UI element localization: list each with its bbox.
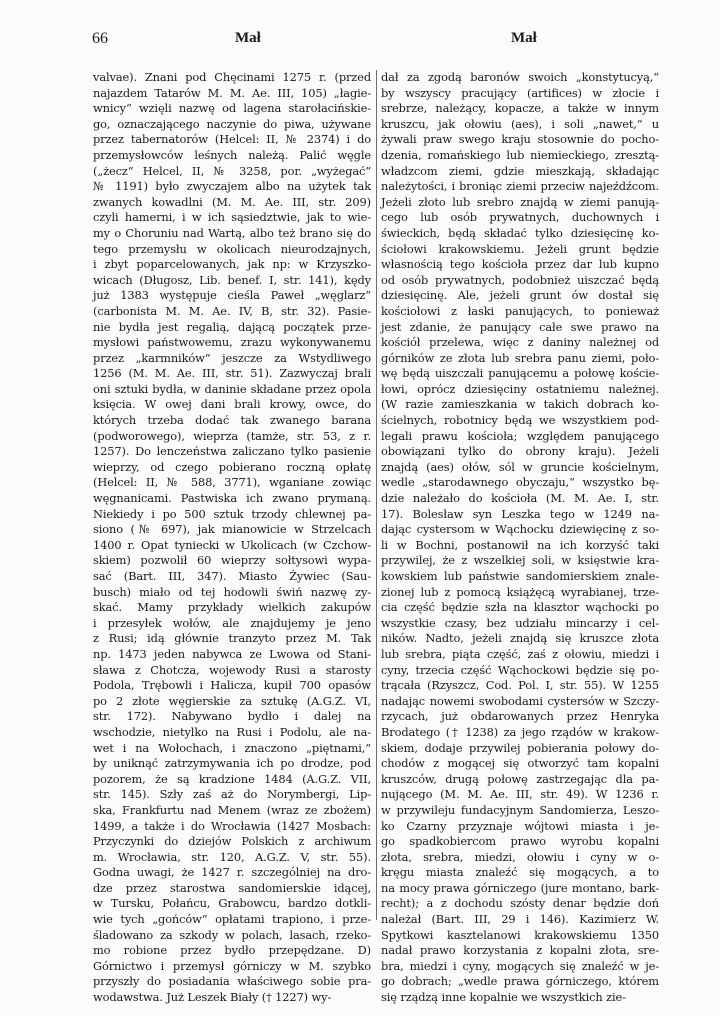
text-line: Brodatego († 1238) za jego rządów w krakow-: [381, 724, 659, 739]
text-line: 17). Bolesław syn Leszka tego w 1249 na-: [381, 506, 659, 521]
text-line: władzcom ziemi, gdzie mieszkają, składając: [381, 163, 659, 178]
text-line: i zbyt poparcelowanych, jak np: w Krzyszko-: [93, 257, 371, 272]
text-line: np. 1473 jeden nabywca ze Lwowa od Stani-: [93, 646, 371, 661]
text-line: siono (№ 697), jak mianowicie w Strzelcach: [93, 522, 371, 537]
text-line: go dobrach; „wedle prawa górniczego, którem: [381, 974, 659, 989]
text-line: m. Wrocławia, str. 120, A.G.Z. V, str. 55).: [93, 849, 371, 864]
text-line: (Helcel: II, № 588, 3771), wganiane zowiąc: [93, 475, 371, 490]
text-line: ścielnych, robotnicy będą we wszystkiem pod-: [381, 413, 659, 428]
text-line: wie tych „gońców“ opłatami trapiono, i prze-: [93, 912, 371, 927]
text-line: (podworowego), wieprza (tamże, str. 53, z r.: [93, 428, 371, 443]
text-line: kruszcu, jak ołowiu (aes), i soli „nawet,“ u: [381, 116, 659, 131]
text-line: cyny, trzecia część Wąchockowi będzie się po-: [381, 662, 659, 677]
column-divider: [376, 70, 377, 920]
text-line: 1499, a także i do Wrocławia (1427 Mosbach:: [93, 818, 371, 833]
text-line: znajdą (aes) ołów, sól w gruncie kościelnym,: [381, 459, 659, 474]
text-line: wschodzie, nietylko na Rusi i Podolu, ale na-: [93, 724, 371, 739]
text-line: mysłowi państwowemu, zrazu wykonywanemu: [93, 335, 371, 350]
text-line: Spytkowi kasztelanowi krakowskiemu 1350: [381, 927, 659, 942]
text-line: srebrze, należący, kopacze, a także w innym: [381, 101, 659, 116]
text-line: tego przemysłu w okolicach nieurodzajnych,: [93, 241, 371, 256]
text-line: kościołowi z łaski panujących, to ponieważ: [381, 303, 659, 318]
text-line: wszystkie czasy, bez udziału mincarzy i cel-: [381, 615, 659, 630]
text-line: jest zdanie, że panujący całe swe prawo na: [381, 319, 659, 334]
text-line: kościół przelewa, więc z daniny należnej od: [381, 335, 659, 350]
text-line: przemysłowców leśnych należą. Palić węgle: [93, 147, 371, 162]
text-line: czyli hamerni, i w ich sąsiedztwie, jak to wie-: [93, 210, 371, 225]
text-line: dał za zgodą baronów swoich „konstytucyą,“: [381, 70, 659, 84]
text-line: księcia. W owej dani brali krowy, owce, do: [93, 397, 371, 412]
text-line: trącała (Rzyszcz, Cod. Pol. I, str. 55). W 1255: [381, 678, 659, 693]
text-line: recht); a z dochodu szósty denar będzie doń: [381, 896, 659, 911]
text-line: przywilej, że z wszelkiej soli, w księstwie kra-: [381, 553, 659, 568]
running-head-left: Mał: [235, 30, 261, 46]
text-line: od osób prywatnych, podobnież uiszczać będą: [381, 272, 659, 287]
text-line: go spadkobiercom prawo wyrobu kopalni: [381, 834, 659, 849]
text-line: nującego (M. M. Ae. III, str. 49). W 1236 r.: [381, 787, 659, 802]
text-line: (W razie zamieszkania w takich dobrach ko-: [381, 397, 659, 412]
text-line: wę będą uiszczali panującemu a połowę koście-: [381, 366, 659, 381]
text-line: już 1383 występuje cieśla Paweł „węglarz“: [93, 288, 371, 303]
text-line: kręgu miasta znaleźć się mogących, a to: [381, 865, 659, 880]
text-line: należytości, i broniąc ziemi przeciw najeźdźcom.: [381, 179, 659, 194]
text-line: dziesięcinę. Ale, jeżeli grunt ów dostał się: [381, 288, 659, 303]
text-line: Niekiedy i po 500 sztuk trzody chlewnej pa-: [93, 506, 371, 521]
text-line: najazdem Tatarów M. M. Ae. III, 105) „łagie-: [93, 85, 371, 100]
text-line: wicach (Długosz, Lib. benef. I, str. 141), kędy: [93, 272, 371, 287]
text-line: go, oznaczającego naczynie do piwa, używane: [93, 116, 371, 131]
text-line: należał (Bart. III, 29 i 146). Kazimierz W.: [381, 912, 659, 927]
text-line: str. 172). Nabywano bydło i dalej na: [93, 709, 371, 724]
text-line: żywali praw swego kraju stosownie do pocho-: [381, 132, 659, 147]
text-line: się rządzą inne kopalnie we wszystkich zie-: [381, 990, 626, 1005]
text-line: wodawstwa. Już Leszek Biały († 1227) wy-: [93, 990, 332, 1005]
text-line: skiem) pozwolił 60 wieprzy sołtysowi wypa-: [93, 553, 371, 568]
text-line: („żecz“ Helcel, II, № 3258, por. „wyżegać“: [93, 163, 371, 178]
text-line: my o Choruniu nad Wartą, albo też brano się do: [93, 225, 371, 240]
text-line: li w Bochni, postanowił na ich korzyść taki: [381, 537, 659, 552]
text-line: dając cystersom w Wąchocku dziewięcinę z so-: [381, 522, 659, 537]
text-line: chodów z mogącej się otworzyć tam kopalni: [381, 756, 659, 771]
text-line: by wszyscy pracujący (artifices) w złocie i: [381, 85, 659, 100]
text-line: po 2 złote węgierskie za sztukę (A.G.Z. VI,: [93, 693, 371, 708]
text-line: Jeżeli złoto lub srebro znajdą w ziemi panują-: [381, 194, 659, 209]
text-line: i przesyłek wołów, ale znajdujemy je jeno: [93, 615, 371, 630]
text-line: str. 145). Szły zaś aż do Norymbergi, Lip-: [93, 787, 371, 802]
text-line: sać (Bart. III, 347). Miasto Żywiec (Sau-: [93, 569, 371, 583]
text-line: w przywileju fundacyjnym Sandomierza, Leszo-: [381, 802, 659, 817]
text-line: dzie należało do kościoła (M. M. Ae. I, str.: [381, 491, 659, 506]
text-line: busch) miało od tej hodowli świń nazwę zy-: [93, 584, 371, 599]
page-number: 66: [92, 30, 108, 47]
text-line: przez tabernatorów (Helcel: II, № 2374) i do: [93, 132, 371, 147]
text-line: kruszców, drugą połowę zastrzegając dla pa-: [381, 771, 659, 786]
text-line: skiem, dodaje przywilej pobierania połowy do-: [381, 740, 659, 755]
text-line: ska, Frankfurtu nad Menem (wraz ze zbożem): [93, 802, 371, 817]
text-line: 1257). Do lenczeństwa zaliczano tylko pasienie: [93, 444, 371, 459]
text-line: ściołowi krakowskiemu. Jeżeli grunt będzie: [381, 241, 659, 256]
text-line: cia część będzie szła na klasztor wąchocki po: [381, 600, 659, 615]
text-line: valvae). Znani pod Chęcinami 1275 r. (przed: [93, 70, 371, 84]
text-line: kowskiem lub państwie sandomierskiem znale-: [381, 569, 659, 583]
text-line: by uniknąć zatrzymywania ich po drodze, pod: [93, 756, 371, 771]
text-line: śladowano za szkody w polach, lasach, rzeko-: [93, 927, 371, 942]
text-line: legali prawu kościoła; względem panującego: [381, 428, 659, 443]
text-line: węgnanicami. Pastwiska ich zwano prymaną.: [93, 491, 371, 506]
text-line: 1400 r. Opat tyniecki w Ukolicach (w Czchow-: [93, 537, 371, 552]
text-line: Górnictwo i przemysł górniczy w M. szybko: [93, 958, 371, 973]
text-line: sława z Chotcza, wojewody Rusi a starosty: [93, 662, 371, 677]
text-line: skać. Mamy przykłady wielkich zakupów: [93, 600, 371, 615]
text-line: wet i na Wołochach, i znaczono „piętnami,“: [93, 740, 371, 755]
text-line: mo robione przez bydło przepędzane. D): [93, 943, 371, 958]
text-line: przez „karmników“ jeszcze za Wstydliwego: [93, 350, 371, 365]
text-line: Przyczynki do dziejów Polskich z archiwum: [93, 834, 371, 849]
text-line: górników ze złota lub srebra panu ziemi, poło-: [381, 350, 659, 365]
text-line: nadał prawo korzystania z kopalni złota, sre-: [381, 943, 659, 958]
text-line: pozorem, że są kradzione 1484 (A.G.Z. VII,: [93, 771, 371, 786]
text-line: cego lub osób prywatnych, duchownych i: [381, 210, 659, 225]
text-line: wnicy“ wzięli nazwę od lagena starołacińskie-: [93, 101, 371, 116]
text-line: przyszły do posiadania właściwego sobie pra-: [93, 974, 371, 989]
text-line: № 1191) było zwyczajem albo na użytek tak: [93, 179, 371, 194]
text-line: ko Czarny przyznaje wójtowi miasta i je-: [381, 818, 659, 833]
text-line: z Rusi; idą głównie tranzyto przez M. Tak: [93, 631, 371, 646]
running-head-right: Mał: [511, 30, 537, 46]
text-line: rzycach, już obdarowanych przez Henryka: [381, 709, 659, 724]
text-line: których trzeba dodać tak zwanego barana: [93, 413, 371, 428]
text-line: 1256 (M. M. Ae. III, str. 51). Zazwyczaj brali: [93, 366, 371, 381]
text-line: własnością tego kościoła przez dar lub kupno: [381, 257, 659, 272]
text-line: wedle „starodawnego obyczaju,“ wszystko bę-: [381, 475, 659, 490]
text-line: zwanych kowadlni (M. M. Ae. III, str. 209): [93, 194, 371, 209]
text-line: ników. Nadto, jeżeli znajdą się kruszce złota: [381, 631, 659, 646]
text-line: zionej lub z pomocą książęcą wyrabianej, trze-: [381, 584, 659, 599]
text-line: łowi, oprócz dziesięciny ostatniemu należnej.: [381, 381, 659, 396]
text-line: nie bydła jest regalią, dającą początek prze-: [93, 319, 371, 334]
text-line: dzenia, romańskiego lub niemieckiego, zresztą-: [381, 147, 659, 162]
text-line: oni sztuki bydła, w daninie składane przez opola: [93, 381, 371, 396]
text-line: na mocy prawa górniczego (jure montano, bark-: [381, 880, 659, 895]
text-line: w Tursku, Połańcu, Grabowcu, bardzo dotkli-: [93, 896, 371, 911]
text-line: świeckich, będą składać tylko dziesięcinę ko-: [381, 225, 659, 240]
text-line: bra, miedzi i cyny, mogących się znaleźć w je-: [381, 958, 659, 973]
text-line: wieprzy, od czego pobierano roczną opłatę: [93, 459, 371, 474]
text-line: nadając nowemi swobodami cystersów w Szczy-: [381, 693, 659, 708]
text-line: (carbonista M. M. Ae. IV, B, str. 32). Pasie-: [93, 303, 371, 318]
text-line: dze przez starostwa sandomierskie idącej,: [93, 880, 371, 895]
text-line: lub srebra, piąta część, zaś z ołowiu, miedzi i: [381, 646, 659, 661]
text-line: obowiązani tylko do obrony kraju). Jeżeli: [381, 444, 659, 459]
left-text-column: [93, 70, 371, 1006]
text-line: Godna uwagi, że 1427 r. szczególniej na dro-: [93, 865, 371, 880]
text-line: Podola, Trębowli i Halicza, kupił 700 opasów: [93, 678, 371, 693]
right-text-column: [381, 70, 659, 1006]
text-line: złota, srebra, miedzi, ołowiu i cyny w o-: [381, 849, 659, 864]
